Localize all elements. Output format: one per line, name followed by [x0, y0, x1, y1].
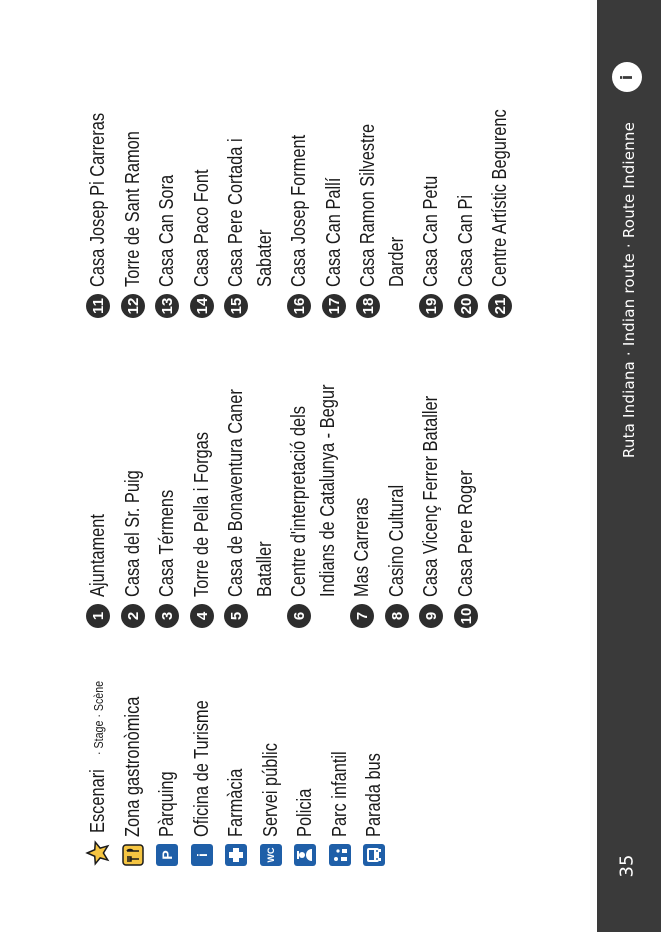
- place-number-badge: 10: [454, 604, 478, 628]
- place-item: [383, 460, 411, 628]
- place-name-continued: Sabater: [253, 229, 275, 287]
- place-item: [285, 101, 313, 318]
- place-name: Casa Ramon Silvestre: [356, 123, 379, 287]
- place-item: [348, 476, 376, 628]
- place-name: Casa Josep Pi Carreras: [86, 112, 109, 287]
- place-item: [320, 154, 348, 318]
- place-item: [452, 442, 480, 628]
- place-name: Casa Josep Forment: [287, 134, 310, 287]
- place-name: Casa Can Pi: [454, 194, 476, 287]
- info-icon: [191, 844, 213, 866]
- place-item: [452, 175, 480, 318]
- legend-item-label: Pàrquing: [155, 771, 178, 837]
- place-number-badge: 21: [488, 294, 512, 318]
- place-number-badge: 3: [155, 604, 179, 628]
- wc-icon: [260, 844, 282, 866]
- parking-icon: [156, 844, 178, 866]
- legend-item-label: Farmàcia: [224, 768, 247, 837]
- legend-item-label: Zona gastronòmica: [121, 696, 143, 837]
- place-name: Casa del Sr. Puig: [121, 470, 143, 597]
- place-item: [188, 396, 216, 628]
- place-name: Casa Can Sora: [155, 174, 178, 287]
- place-item-continued: [314, 338, 342, 597]
- legend-item: [257, 722, 285, 866]
- police-icon: [294, 844, 316, 866]
- place-item: [84, 496, 112, 628]
- legend-stage: [84, 665, 112, 866]
- place-name-continued: Indians de Catalunya - Begur: [316, 384, 338, 597]
- legend-item: [360, 735, 388, 866]
- place-item: [354, 88, 382, 318]
- legend-item-label: Oficina de Turisme: [190, 700, 212, 837]
- place-name: Torre de Pella i Forgas: [190, 432, 212, 597]
- place-item-continued: [251, 217, 279, 287]
- place-name: Mas Carreras: [350, 497, 373, 597]
- place-item: [153, 150, 181, 318]
- legend-icon-glyph: i: [193, 853, 210, 857]
- legend-item-label: Parc infantil: [328, 751, 350, 837]
- place-name: Casa Can Petu: [419, 175, 442, 287]
- place-name: Casa de Bonaventura Caner: [224, 389, 247, 597]
- place-number-badge: 6: [287, 604, 311, 628]
- legend-item-label: Policia: [293, 788, 316, 837]
- legend-item: [188, 670, 216, 866]
- place-number-badge: 11: [86, 294, 110, 318]
- legend-item-label: Servei públic: [259, 743, 281, 837]
- page-number: 35: [616, 854, 638, 878]
- place-number-badge: 15: [224, 294, 248, 318]
- place-item: [188, 144, 216, 318]
- bus-icon: [363, 844, 385, 866]
- place-name: Torre de Sant Ramon: [121, 131, 143, 287]
- place-item: [222, 106, 250, 318]
- legend-stage-label: Escenari: [86, 769, 109, 833]
- route-title: Ruta Indiana · Indian route · Route Indienne: [620, 121, 638, 459]
- utensils-icon: [122, 844, 144, 866]
- place-number-badge: 20: [454, 294, 478, 318]
- place-item-continued: [251, 529, 279, 597]
- place-name: Casino Cultural: [385, 484, 407, 597]
- place-name: Casa Pere Cortada i: [224, 138, 247, 287]
- playground-icon: [329, 844, 351, 866]
- info-icon: i: [612, 62, 642, 92]
- legend-item-label: Parada bus: [362, 753, 385, 837]
- place-item: [84, 75, 112, 318]
- star-icon: [87, 840, 109, 866]
- place-number-badge: 12: [121, 294, 145, 318]
- place-item: [486, 70, 514, 318]
- place-number-badge: 18: [356, 294, 380, 318]
- place-name: Casa Can Pallí: [322, 177, 344, 287]
- place-name-continued: Bataller: [253, 541, 275, 597]
- place-name: Casa Térmens: [155, 489, 178, 597]
- place-item: [285, 364, 313, 628]
- place-number-badge: 14: [190, 294, 214, 318]
- place-name: Casa Paco Font: [190, 169, 212, 287]
- place-number-badge: 2: [121, 604, 145, 628]
- place-number-badge: 1: [86, 604, 110, 628]
- legend-item: [222, 754, 250, 866]
- legend-stage-sub: · Stage · Scène: [90, 681, 106, 756]
- place-number-badge: 16: [287, 294, 311, 318]
- legend-item: [291, 778, 319, 866]
- place-item: [153, 466, 181, 628]
- place-name: Ajuntament: [86, 514, 109, 597]
- place-item: [222, 344, 250, 629]
- place-number-badge: 13: [155, 294, 179, 318]
- place-number-badge: 9: [419, 604, 443, 628]
- place-number-badge: 7: [350, 604, 374, 628]
- place-name: Casa Vicenç Ferrer Bataller: [419, 395, 442, 597]
- pharmacy-cross-icon: [225, 844, 247, 866]
- place-name: Centre Artístic Begurenc: [488, 109, 511, 287]
- legend-icon-glyph: P: [159, 850, 175, 860]
- place-name: Centre d'interpretació dels: [287, 406, 310, 597]
- legend-item: [153, 757, 181, 866]
- place-item: [119, 442, 147, 628]
- place-number-badge: 5: [224, 604, 248, 628]
- place-name: Casa Pere Roger: [454, 470, 476, 597]
- place-number-badge: 8: [385, 604, 409, 628]
- legend-item: [119, 666, 147, 866]
- legend-item: [326, 733, 354, 867]
- place-number-badge: 4: [190, 604, 214, 628]
- place-item: [417, 151, 445, 318]
- place-name-continued: Darder: [385, 236, 407, 287]
- place-item: [417, 352, 445, 628]
- place-number-badge: 19: [419, 294, 443, 318]
- place-item: [119, 97, 147, 318]
- place-number-badge: 17: [322, 294, 346, 318]
- legend-icon-glyph: WC: [265, 847, 276, 863]
- place-item-continued: [383, 226, 411, 287]
